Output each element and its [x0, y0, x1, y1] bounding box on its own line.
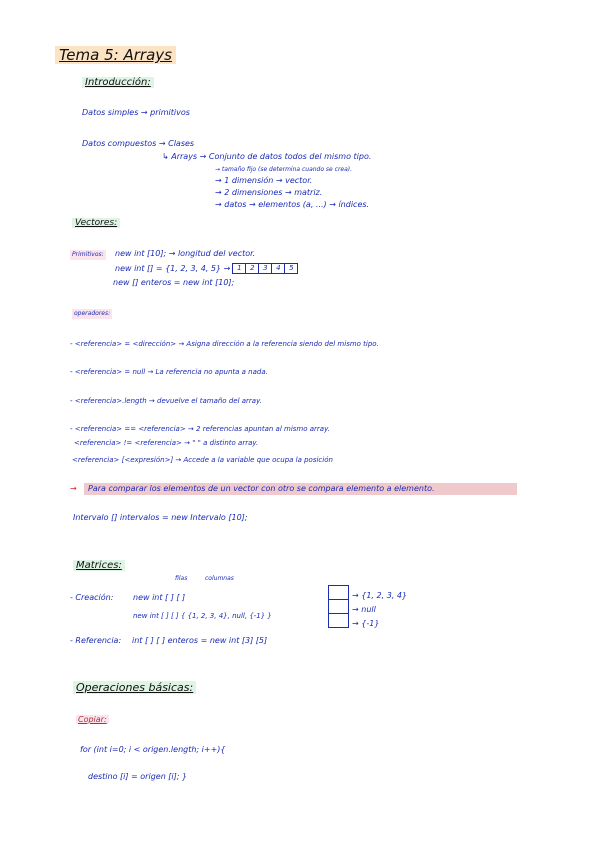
label-referencia: - Referencia:	[70, 636, 122, 645]
label-operadores: operadores:	[74, 310, 111, 317]
text-line: new int [ ] [ ]	[133, 593, 186, 602]
text-line: Datos compuestos → Clases	[82, 139, 195, 148]
label-columnas: columnas	[205, 575, 234, 582]
text-line: - <referencia> = <dirección> → Asigna dirección a la referencia siendo del mismo tipo.	[70, 340, 379, 348]
text-line: → tamaño fijo (se determina cuando se crea).	[215, 166, 353, 173]
text-line: <referencia> [<expresión>] → Accede a la variable que ocupa la posición	[72, 456, 333, 464]
text-line: Datos simples → primitivos	[82, 108, 190, 117]
text-line: new int [10]; → longitud del vector.	[115, 249, 256, 258]
code-line: destino [i] = origen [i]; }	[88, 772, 188, 781]
label-creacion: - Creación:	[70, 593, 114, 602]
matrix-diagram	[328, 586, 349, 628]
text: new int [] = {1, 2, 3, 4, 5} →	[115, 264, 231, 273]
text-line: <referencia> != <referencia> → " " a distinto array.	[74, 439, 259, 447]
text-line: Intervalo [] intervalos = new Intervalo [10];	[73, 513, 248, 522]
text-line: ↳ Arrays → Conjunto de datos todos del mismo tipo.	[162, 152, 372, 161]
text-line: - <referencia> = null → La referencia no apunta a nada.	[70, 368, 268, 376]
array-cell: 5	[284, 263, 298, 274]
array-diagram	[233, 263, 298, 274]
diagram-row: → {-1}	[352, 619, 380, 628]
text-line	[115, 263, 298, 274]
array-cell: 3	[258, 263, 272, 274]
text-line: new int [ ] [ ] { {1, 2, 3, 4}, null, {-1} }	[133, 612, 272, 620]
text-line: → 2 dimensiones → matriz.	[215, 188, 323, 197]
page-title: Tema 5: Arrays	[55, 46, 176, 64]
text-line: new [] enteros = new int [10];	[113, 278, 235, 287]
diagram-row: → {1, 2, 3, 4}	[352, 591, 408, 600]
label-copiar: Copiar:	[78, 715, 107, 724]
text-line: int [ ] [ ] enteros = new int [3] [5]	[132, 636, 268, 645]
label-primitivos: Primitivos:	[72, 251, 104, 258]
array-cell: 4	[271, 263, 285, 274]
highlighted-note: Para comparar los elementos de un vector con otro se compara elemento a elemento.	[84, 483, 517, 495]
array-cell: 1	[232, 263, 246, 274]
heading-introduccion: Introducción:	[82, 77, 154, 88]
label-filas: filas	[175, 575, 188, 582]
text-line: - <referencia> == <referencia> → 2 referencias apuntan al mismo array.	[70, 425, 330, 433]
text-line: → datos → elementos (a, ...) → índices.	[215, 200, 370, 209]
heading-vectores: Vectores:	[72, 218, 120, 228]
heading-matrices: Matrices:	[73, 560, 125, 571]
text-line: → 1 dimensión → vector.	[215, 176, 313, 185]
diagram-row: → null	[352, 605, 376, 614]
code-line: for (int i=0; i < origen.length; i++){	[80, 745, 226, 754]
heading-operaciones-basicas: Operaciones básicas:	[73, 681, 196, 694]
array-cell: 2	[245, 263, 259, 274]
text-line: - <referencia>.length → devuelve el tamaño del array.	[70, 397, 262, 405]
